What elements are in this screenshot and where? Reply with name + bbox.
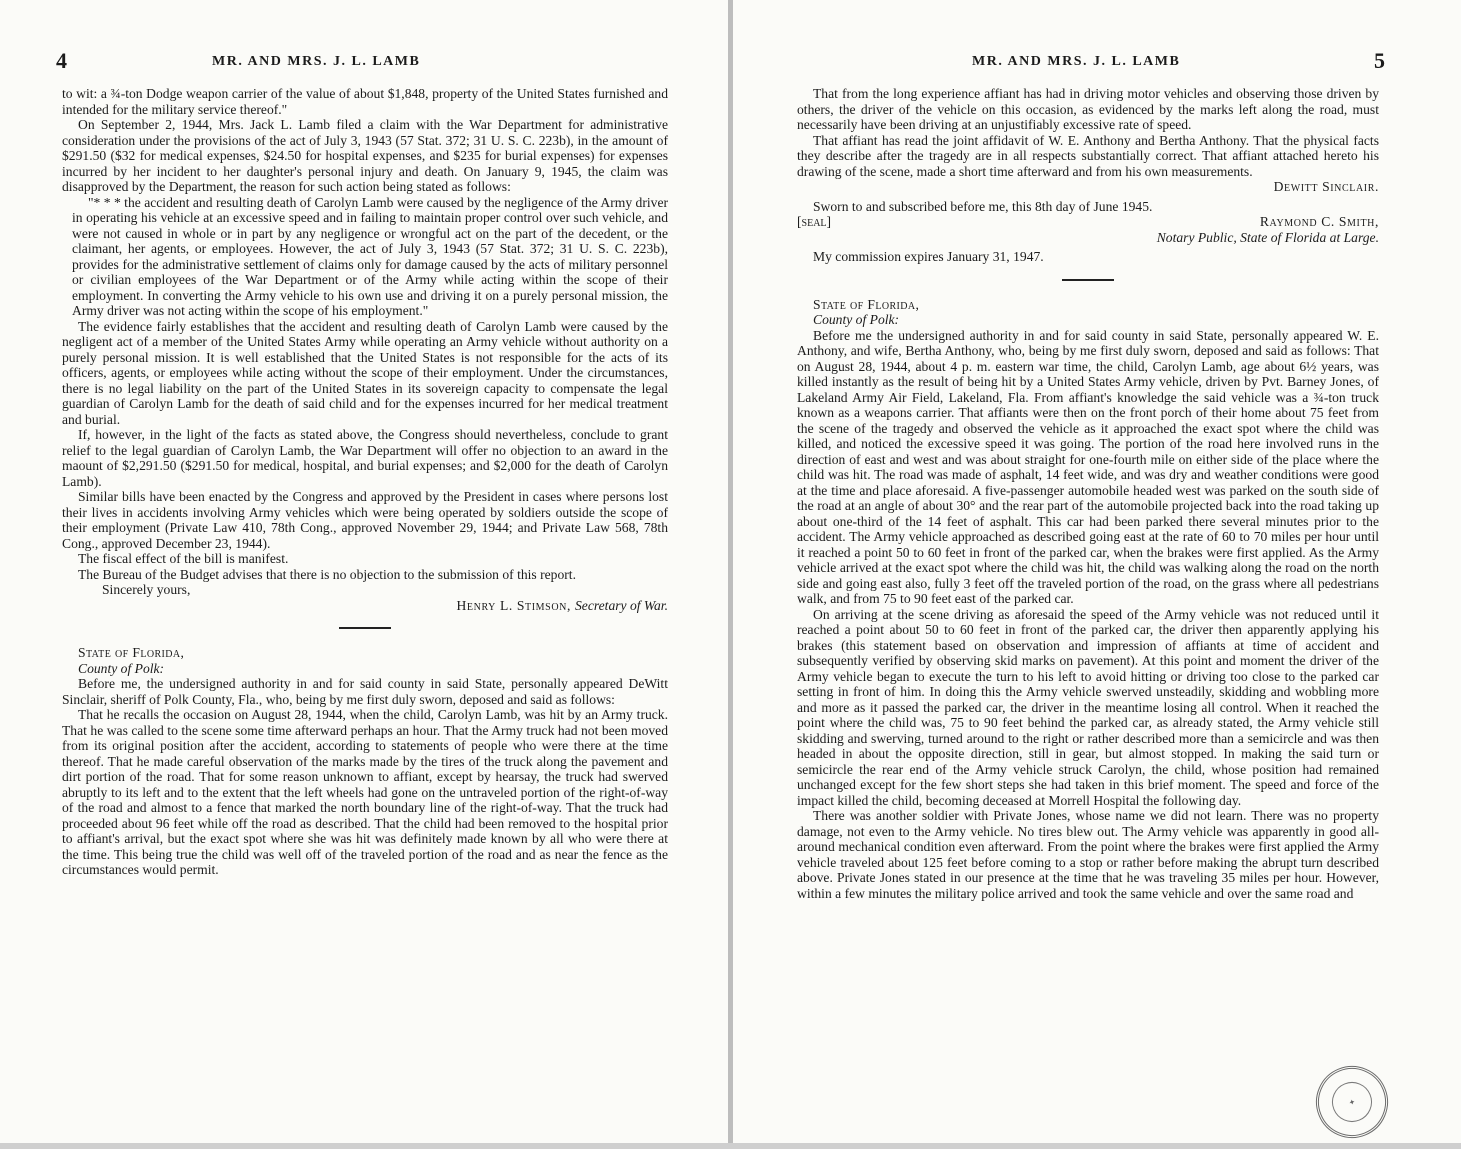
paragraph: The Bureau of the Budget advises that there is no objection to the submission of this report.: [78, 566, 576, 582]
seal-label: [seal]: [797, 214, 832, 229]
paragraph: That from the long experience affiant has had in driving motor vehicles and observing those driven by others, the driver of the vehicle on this occasion, as evidenced by the marks left along the road, must necessarily have been driving at an unjustifiably excessive rate of speed.: [797, 86, 1379, 132]
paragraph: That affiant has read the joint affidavit of W. E. Anthony and Bertha Anthony. That the physical facts they describe after the tragedy are in all respects substantially correct. That affiant attached hereto his drawing of the scene, made a short time afterward and from his own measurements.: [797, 132, 1379, 179]
running-head: MR. AND MRS. J. L. LAMB: [972, 54, 1181, 69]
section-divider: [339, 627, 391, 629]
page-number: 4: [56, 48, 67, 73]
affidavit-paragraph: Before me the undersigned authority in and for said county in said State, personally appeared W. E. Anthony, and wife, Bertha Anthony, who, being by me first duly sworn, deposed and said as follows: That on August 28, 1944, about 4 p. m. eastern war time, the child, Carolyn Lamb, age about 6½ years, was killed instantly as the result of being hit by a United States Army vehicle, driven by Pvt. Barney Jones, of Lakeland Army Air Field, Lakeland, Fla. From affiant's knowledge the said vehicle was a ¾-ton truck known as a weapons carrier. That affiants were then on the front porch of their home about 75 feet from the scene of the tragedy and observed the vehicle as it approached the exact spot where the child was killed, and noticed the excessive speed it was going. The portion of the road here involved runs in the direction of east and west and was about straight for one-fourth mile on either side of the place where the child was hit. The road was made of asphalt, 14 feet wide, and was dry and weather conditions were good at the time and place aforesaid. A five-passenger automobile headed west was parked on the south side of the road at an angle of about 30° and the rear part of the automobile projected back into the road taking up about one-third of the 14 feet of asphalt. This car had been parked there several minutes prior to the accident. The Army vehicle approached as described going east at the rate of 60 to 70 miles per hour until it reached a point 50 to 60 feet in front of the parked car, when the brakes were first applied. As the Army vehicle arrived at the exact spot where the child was hit, the child was walking along the road on the north side and going east also, fully 3 feet off the traveled portion of the road, on the grass where all pedestrians walk, and from 75 to 90 feet east of the parked car.: [797, 327, 1379, 606]
notary-title: Notary Public, State of Florida at Large.: [1156, 229, 1379, 245]
paragraph: The fiscal effect of the bill is manifest.: [78, 551, 289, 566]
paragraph: Similar bills have been enacted by the Congress and approved by the President in cases where persons lost their lives in accidents involving Army vehicles which were being operated by soldiers outside the scope of their employment (Private Law 410, 78th Cong., approved November 29, 1944; and Private Law 568, 78th Cong., approved December 23, 1944).: [62, 489, 668, 551]
paragraph: The evidence fairly establishes that the accident and resulting death of Carolyn Lamb were caused by the negligent act of a member of the United States Army while operating an Army vehicle without authority on a purely personal mission. It is well established that the United States is not responsible for the acts of its officers, agents, or employees while acting without the scope of their employment. Under the circumstances, there is no legal liability on the part of the United States in its sovereign capacity to compensate the legal guardian of Carolyn Lamb for the death of said child and for the expenses incurred for her medical treatment and burial.: [62, 318, 668, 427]
commission-statement: My commission expires January 31, 1947.: [813, 249, 1044, 264]
affidavit-paragraph: Before me, the undersigned authority in and for said county in said State, personally appeared DeWitt Sinclair, sheriff of Polk County, Fla., who, being by me first duly sworn, deposed and said as follows:: [62, 676, 668, 707]
county-heading: County of Polk:: [78, 660, 165, 676]
paragraph: If, however, in the light of the facts as stated above, the Congress should nevertheless, conclude to grant relief to the legal guardian of Carolyn Lamb, the War Department will offer no objection to an award in the maount of $2,291.50 ($291.50 for medical, hospital, and burial expenses; and $2,000 for the death of Carolyn Lamb).: [62, 427, 668, 489]
quoted-paragraph: "* * * the accident and resulting death of Carolyn Lamb were caused by the negligence of the Army driver in operating his vehicle at an excessive speed and in failing to maintain proper control over such vehicle, and were not caused in whole or in part by any negligence or wrongful act on the part of the decedent, or the claimant, her agents, or employees. However, the act of July 3, 1943 (57 Stat. 372; 31 U. S. C. 223b), provides for the administrative settlement of claims only for damage caused by the acts of military personnel or civilian employees of the War Department or of the Army while acting within the scope of their employment. In converting the Army vehicle to his own use and driving it on a purely personal mission, the Army driver was not acting within the scope of his employment.": [72, 194, 668, 318]
right-page-header: [797, 48, 1385, 78]
closing: Sincerely yours,: [102, 582, 191, 597]
left-page-body: [62, 86, 668, 878]
county-heading: County of Polk:: [813, 312, 900, 327]
left-page-header: [56, 48, 668, 78]
sworn-statement: Sworn to and subscribed before me, this 8th day of June 1945.: [813, 198, 1153, 214]
page-number: 5: [1374, 48, 1385, 73]
affiant-signature: Dewitt Sinclair.: [1273, 179, 1379, 194]
paragraph: to wit: a ¾-ton Dodge weapon carrier of the value of about $1,848, property of the United States furnished and intended for the military service thereof.": [62, 86, 668, 117]
state-heading: State of Florida,: [813, 296, 920, 312]
signature-name: Henry L. Stimson,: [456, 597, 571, 613]
right-page-body: [797, 86, 1379, 901]
affidavit-paragraph: On arriving at the scene driving as aforesaid the speed of the Army vehicle was not reduced until it reached a point about 50 to 60 feet in front of the parked car, the driver then apparently applying his brakes (this statement based on observation and impression of affiants at time of accident and subsequently verified by observing skid marks on pavement). At this point and moment the driver of the Army vehicle began to execute the turn to his left to avoid hitting or driving too close to the parked car setting in front of him. In doing this the Army vehicle swerved unsteadily, skidding and wobbling more and more as it passed the parked car, the driver in the meantime losing all control. When it reached the point where the child was, 75 to 90 feet behind the parked car, as already stated, the Army vehicle still skidding and swerving, turned around to the right or rather described more than a semicircle and was then headed in about the opposite direction, still in gear, but almost stopped. In making the said turn or semicircle the rear end of the Army vehicle struck Carolyn, the child, whose position had remained unchanged except for the few short steps she had taken in this brief moment. The speed and force of the impact killed the child, becoming deceased at Morrell Hospital the following day.: [797, 606, 1379, 808]
affidavit-paragraph: There was another soldier with Private Jones, whose name we did not learn. There was no property damage, not even to the Army vehicle. No tires blew out. The Army vehicle was apparently in good all-around mechanical condition even afterward. From the point where the brakes were first applied the Army vehicle traveled about 125 feet before coming to a stop or rather before making the abrupt turn described above. Private Jones stated in our presence at the time that he was traveling 35 miles per hour. However, within a few minutes the military police arrived and took the same vehicle and over the same road and: [797, 808, 1379, 901]
signature: [62, 598, 668, 614]
signature-title: Secretary of War.: [574, 597, 668, 613]
state-heading: State of Florida,: [78, 645, 185, 660]
paragraph: On September 2, 1944, Mrs. Jack L. Lamb filed a claim with the War Department for administrative consideration under the provisions of the act of July 3, 1943 (57 Stat. 372; 31 U. S. C. 223b), in the amount of $291.50 ($32 for medical expenses, $24.50 for hospital expenses, and $235 for burial expenses) for expenses incurred by her incident to her daughter's personal injury and death. On January 9, 1945, the claim was disapproved by the Department, the reason for such action being stated as follows:: [62, 117, 668, 194]
section-divider: [1062, 279, 1114, 281]
left-page: [0, 0, 728, 1143]
running-head: MR. AND MRS. J. L. LAMB: [212, 54, 421, 69]
notary-name: Raymond C. Smith,: [1259, 214, 1379, 229]
right-page: [733, 0, 1461, 1143]
affidavit-paragraph: That he recalls the occasion on August 28, 1944, when the child, Carolyn Lamb, was hit by an Army truck. That he was called to the scene some time afterward perhaps an hour. That the Army truck had not been moved from its original position after the accident, according to statements of people who were there at the time thereof. That he made careful observation of the marks made by the tires of the truck along the pavement and dirt portion of the road. That for some reason unknown to affiant, except by hearsay, the truck had swerved abruptly to its left and to the extent that the left wheels had gone on the untraveled portion of the right-of-way of the road and almost to a fence that marked the north boundary line of the right-of-way. That the truck had proceeded about 96 feet while off the road as described. That the child had been removed to the hospital prior to affiant's arrival, but the exact spot where she was hit was definitely made known by all who were there at the time. This being true the child was well off of the traveled portion of the road and as near the fence as the circumstances would permit.: [62, 707, 668, 877]
stamp-center-icon: ✦: [1326, 1076, 1378, 1128]
seal-row: [797, 214, 1379, 230]
